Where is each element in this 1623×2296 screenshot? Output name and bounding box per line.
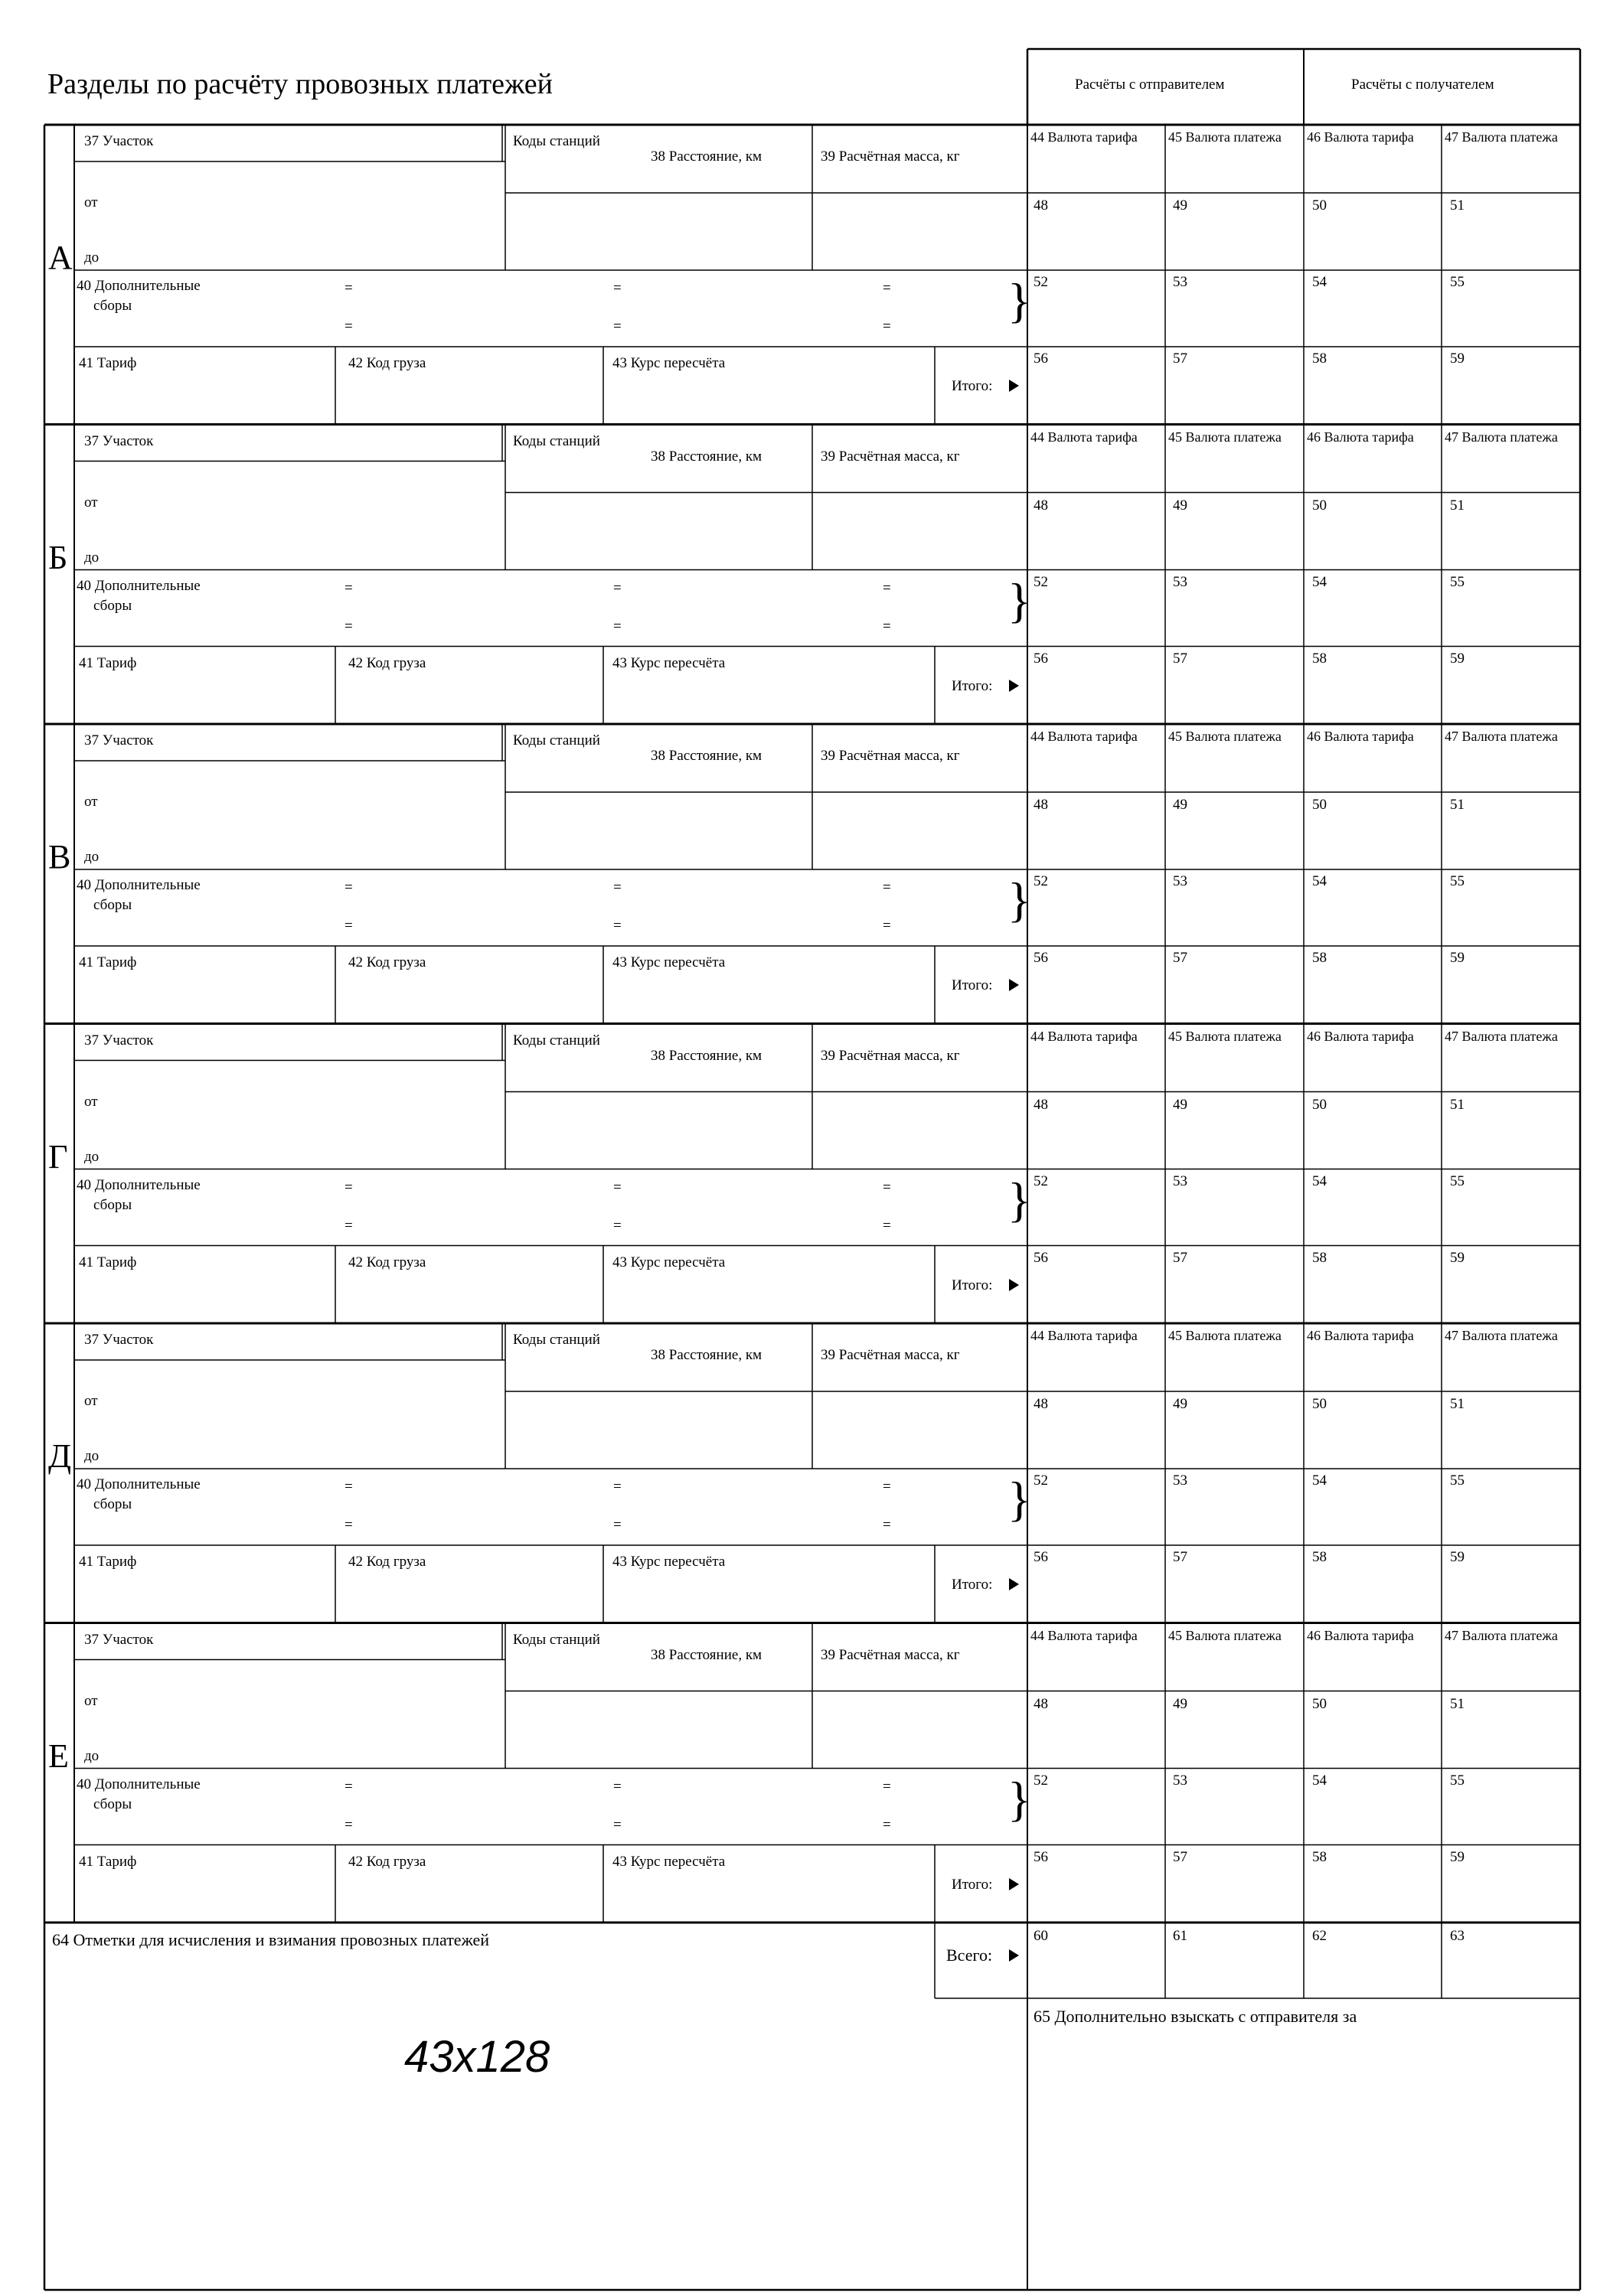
field-56: 56 [1034,650,1048,667]
field-43-label: 43 Курс пересчёта [612,654,726,671]
curly-brace: } [1007,1172,1031,1227]
eq-sign: = [613,1778,622,1795]
field-45-label: 45 Валюта платежа [1168,1627,1282,1643]
eq-sign: = [613,1479,622,1495]
eq-sign: = [613,1816,622,1833]
field-48: 48 [1034,197,1048,214]
section-3 [0,1024,1623,1324]
section-letter: Г [48,1137,68,1176]
eq-sign: = [883,1816,891,1833]
field-47-label: 47 Валюта платежа [1445,729,1558,744]
eq-sign: = [345,1517,353,1533]
field-51: 51 [1450,1695,1465,1712]
field-54: 54 [1312,873,1327,889]
eq-sign: = [883,1179,891,1195]
curly-brace: } [1007,273,1031,328]
field-39-label: 39 Расчётная масса, кг [821,1646,960,1663]
field-54: 54 [1312,573,1327,590]
field-42-label: 42 Код груза [348,954,426,970]
field-53: 53 [1173,1772,1187,1789]
from-label: от [84,1093,98,1110]
curly-brace: } [1007,1472,1031,1526]
field-48: 48 [1034,1096,1048,1113]
field-40-label: 40 Дополнительные [77,278,201,294]
section-letter: Е [48,1737,69,1775]
field-42-label: 42 Код груза [348,1554,426,1570]
itogo-label: Итого: [952,977,993,993]
eq-sign: = [345,579,353,596]
field-41-label: 41 Тариф [79,1554,137,1570]
field-53: 53 [1173,873,1187,889]
field-40-label: 40 Дополнительные [77,577,201,594]
field-47-label: 47 Валюта платежа [1445,1627,1558,1643]
field-46-label: 46 Валюта тарифа [1307,1028,1414,1044]
field-58: 58 [1312,1848,1327,1865]
itogo-arrow-icon [1009,1279,1019,1291]
field-50: 50 [1312,1396,1327,1412]
field-56: 56 [1034,1249,1048,1266]
field-51: 51 [1450,797,1465,813]
field-46-label: 46 Валюта тарифа [1307,1627,1414,1643]
eq-sign: = [883,318,891,334]
section-letter: Б [48,538,68,576]
header-receiver: Расчёты с получателем [1351,77,1494,93]
field-58: 58 [1312,950,1327,966]
eq-sign: = [345,918,353,934]
from-label: от [84,794,98,810]
form-title: Разделы по расчёту провозных платежей [47,68,553,100]
field-56: 56 [1034,950,1048,966]
field-47-label: 47 Валюта платежа [1445,429,1558,445]
field-54: 54 [1312,1172,1327,1189]
field-42-label: 42 Код груза [348,355,426,371]
field-38-label: 38 Расстояние, км [651,148,763,165]
field-44-label: 44 Валюта тарифа [1030,1328,1138,1343]
field-58: 58 [1312,351,1327,367]
to-label: до [84,849,100,865]
itogo-arrow-icon [1009,680,1019,692]
field-40-label-cont: сборы [93,897,132,913]
field-49: 49 [1173,1096,1187,1113]
field-52: 52 [1034,1172,1048,1189]
to-label: до [84,249,100,266]
field-64-label: 64 Отметки для исчисления и взимания провозных платежей [52,1930,490,1949]
eq-sign: = [345,1778,353,1795]
eq-sign: = [345,280,353,296]
field-45-label: 45 Валюта платежа [1168,1028,1282,1044]
field-44-label: 44 Валюта тарифа [1030,729,1138,744]
to-label: до [84,1148,100,1165]
field-40-label-cont: сборы [93,1795,132,1812]
header-sender: Расчёты с отправителем [1075,77,1225,93]
eq-sign: = [345,1479,353,1495]
field-40-label: 40 Дополнительные [77,1176,201,1193]
field-41-label: 41 Тариф [79,355,137,371]
field-50: 50 [1312,197,1327,214]
field-38-label: 38 Расстояние, км [651,1047,763,1064]
field-56: 56 [1034,1549,1048,1565]
field-42-label: 42 Код груза [348,1853,426,1870]
field-58: 58 [1312,1249,1327,1266]
field-51: 51 [1450,1396,1465,1412]
field-47-label: 47 Валюта платежа [1445,129,1558,145]
field-45-label: 45 Валюта платежа [1168,129,1282,145]
field-57: 57 [1173,650,1187,667]
from-label: от [84,1692,98,1709]
eq-sign: = [883,1778,891,1795]
field-45-label: 45 Валюта платежа [1168,429,1282,445]
section-letter: А [48,239,73,276]
section-5 [0,1623,1623,1923]
field-39-label: 39 Расчётная масса, кг [821,748,960,764]
field-37-label: 37 Участок [84,432,154,449]
field-59: 59 [1450,1549,1465,1565]
field-44-label: 44 Валюта тарифа [1030,1627,1138,1643]
field-49: 49 [1173,497,1187,514]
field-55: 55 [1450,1172,1465,1189]
section-letter: Д [48,1437,72,1475]
field-42-label: 42 Код груза [348,1254,426,1270]
field-47-label: 47 Валюта платежа [1445,1328,1558,1343]
field-43-label: 43 Курс пересчёта [612,954,726,970]
itogo-label: Итого: [952,1577,993,1593]
field-53: 53 [1173,573,1187,590]
field-54: 54 [1312,274,1327,290]
section-0 [0,125,1623,425]
field-41-label: 41 Тариф [79,654,137,671]
field-44-label: 44 Валюта тарифа [1030,1028,1138,1044]
field-61: 61 [1173,1928,1187,1944]
field-38-label: 38 Расстояние, км [651,1646,763,1663]
eq-sign: = [345,1816,353,1833]
field-40-label: 40 Дополнительные [77,1476,201,1492]
vsego-label: Всего: [946,1945,993,1965]
field-43-label: 43 Курс пересчёта [612,1254,726,1270]
field-48: 48 [1034,1396,1048,1412]
eq-sign: = [613,918,622,934]
field-59: 59 [1450,950,1465,966]
field-52: 52 [1034,274,1048,290]
field-55: 55 [1450,1473,1465,1489]
itogo-arrow-icon [1009,1578,1019,1590]
eq-sign: = [613,1179,622,1195]
section-1 [0,425,1623,725]
itogo-arrow-icon [1009,1878,1019,1890]
field-39-label: 39 Расчётная масса, кг [821,448,960,465]
field-38-label: 38 Расстояние, км [651,748,763,764]
field-49: 49 [1173,797,1187,813]
field-41-label: 41 Тариф [79,954,137,970]
field-54: 54 [1312,1473,1327,1489]
field-40-label-cont: сборы [93,597,132,614]
field-50: 50 [1312,1695,1327,1712]
field-52: 52 [1034,1473,1048,1489]
eq-sign: = [883,1517,891,1533]
from-label: от [84,194,98,210]
field-43-label: 43 Курс пересчёта [612,355,726,371]
itogo-label: Итого: [952,677,993,694]
section-4 [0,1323,1623,1623]
field-48: 48 [1034,1695,1048,1712]
field-55: 55 [1450,1772,1465,1789]
field-56: 56 [1034,351,1048,367]
eq-sign: = [613,318,622,334]
eq-sign: = [883,579,891,596]
station-codes-label: Коды станций [513,133,600,149]
field-37-label: 37 Участок [84,1631,154,1648]
field-45-label: 45 Валюта платежа [1168,1328,1282,1343]
field-63: 63 [1450,1928,1465,1944]
station-codes-label: Коды станций [513,1631,600,1648]
field-45-label: 45 Валюта платежа [1168,729,1282,744]
field-49: 49 [1173,1695,1187,1712]
field-43-label: 43 Курс пересчёта [612,1554,726,1570]
field-46-label: 46 Валюта тарифа [1307,429,1414,445]
field-59: 59 [1450,1848,1465,1865]
field-40-label-cont: сборы [93,298,132,314]
eq-sign: = [345,1217,353,1234]
field-37-label: 37 Участок [84,1332,154,1348]
field-55: 55 [1450,274,1465,290]
eq-sign: = [613,1217,622,1234]
vsego-arrow-icon [1009,1949,1019,1962]
field-62: 62 [1312,1928,1327,1944]
field-53: 53 [1173,1473,1187,1489]
field-55: 55 [1450,573,1465,590]
curly-brace: } [1007,872,1031,927]
itogo-arrow-icon [1009,380,1019,392]
field-50: 50 [1312,797,1327,813]
field-37-label: 37 Участок [84,133,154,149]
to-label: до [84,549,100,566]
field-51: 51 [1450,1096,1465,1113]
field-52: 52 [1034,873,1048,889]
section-letter: В [48,838,71,876]
field-65-label: 65 Дополнительно взыскать с отправителя за [1034,2007,1357,2026]
to-label: до [84,1747,100,1764]
field-38-label: 38 Расстояние, км [651,1347,763,1363]
field-46-label: 46 Валюта тарифа [1307,129,1414,145]
field-49: 49 [1173,1396,1187,1412]
field-56: 56 [1034,1848,1048,1865]
field-39-label: 39 Расчётная масса, кг [821,1047,960,1064]
field-47-label: 47 Валюта платежа [1445,1028,1558,1044]
eq-sign: = [883,280,891,296]
eq-sign: = [883,918,891,934]
field-37-label: 37 Участок [84,732,154,748]
field-57: 57 [1173,1249,1187,1266]
field-53: 53 [1173,1172,1187,1189]
eq-sign: = [613,879,622,895]
field-59: 59 [1450,351,1465,367]
field-54: 54 [1312,1772,1327,1789]
eq-sign: = [345,618,353,634]
eq-sign: = [883,879,891,895]
eq-sign: = [883,1479,891,1495]
field-57: 57 [1173,1549,1187,1565]
field-60: 60 [1034,1928,1048,1944]
itogo-label: Итого: [952,1876,993,1893]
field-48: 48 [1034,497,1048,514]
field-39-label: 39 Расчётная масса, кг [821,1347,960,1363]
field-59: 59 [1450,650,1465,667]
field-52: 52 [1034,1772,1048,1789]
eq-sign: = [613,579,622,596]
field-40-label-cont: сборы [93,1196,132,1213]
field-51: 51 [1450,497,1465,514]
field-48: 48 [1034,797,1048,813]
field-44-label: 44 Валюта тарифа [1030,129,1138,145]
itogo-label: Итого: [952,378,993,394]
field-59: 59 [1450,1249,1465,1266]
field-39-label: 39 Расчётная масса, кг [821,148,960,165]
eq-sign: = [613,618,622,634]
size-stamp: 43x128 [404,2032,550,2082]
from-label: от [84,494,98,510]
field-41-label: 41 Тариф [79,1254,137,1270]
field-46-label: 46 Валюта тарифа [1307,1328,1414,1343]
field-46-label: 46 Валюта тарифа [1307,729,1414,744]
curly-brace: } [1007,1771,1031,1826]
station-codes-label: Коды станций [513,1032,600,1049]
field-49: 49 [1173,197,1187,214]
field-42-label: 42 Код груза [348,654,426,671]
eq-sign: = [883,1217,891,1234]
field-58: 58 [1312,1549,1327,1565]
field-57: 57 [1173,1848,1187,1865]
station-codes-label: Коды станций [513,732,600,748]
to-label: до [84,1448,100,1464]
field-58: 58 [1312,650,1327,667]
field-50: 50 [1312,497,1327,514]
field-57: 57 [1173,950,1187,966]
field-52: 52 [1034,573,1048,590]
itogo-label: Итого: [952,1277,993,1293]
field-37-label: 37 Участок [84,1032,154,1049]
field-40-label: 40 Дополнительные [77,1776,201,1792]
field-41-label: 41 Тариф [79,1853,137,1870]
field-57: 57 [1173,351,1187,367]
curly-brace: } [1007,572,1031,628]
field-44-label: 44 Валюта тарифа [1030,429,1138,445]
eq-sign: = [345,879,353,895]
field-51: 51 [1450,197,1465,214]
station-codes-label: Коды станций [513,1332,600,1348]
field-53: 53 [1173,274,1187,290]
field-55: 55 [1450,873,1465,889]
section-2 [0,724,1623,1024]
eq-sign: = [613,1517,622,1533]
itogo-arrow-icon [1009,979,1019,991]
eq-sign: = [883,618,891,634]
field-43-label: 43 Курс пересчёта [612,1853,726,1870]
field-38-label: 38 Расстояние, км [651,448,763,465]
field-40-label: 40 Дополнительные [77,877,201,893]
eq-sign: = [345,318,353,334]
field-50: 50 [1312,1096,1327,1113]
from-label: от [84,1393,98,1409]
station-codes-label: Коды станций [513,432,600,449]
field-40-label-cont: сборы [93,1496,132,1512]
eq-sign: = [345,1179,353,1195]
eq-sign: = [613,280,622,296]
